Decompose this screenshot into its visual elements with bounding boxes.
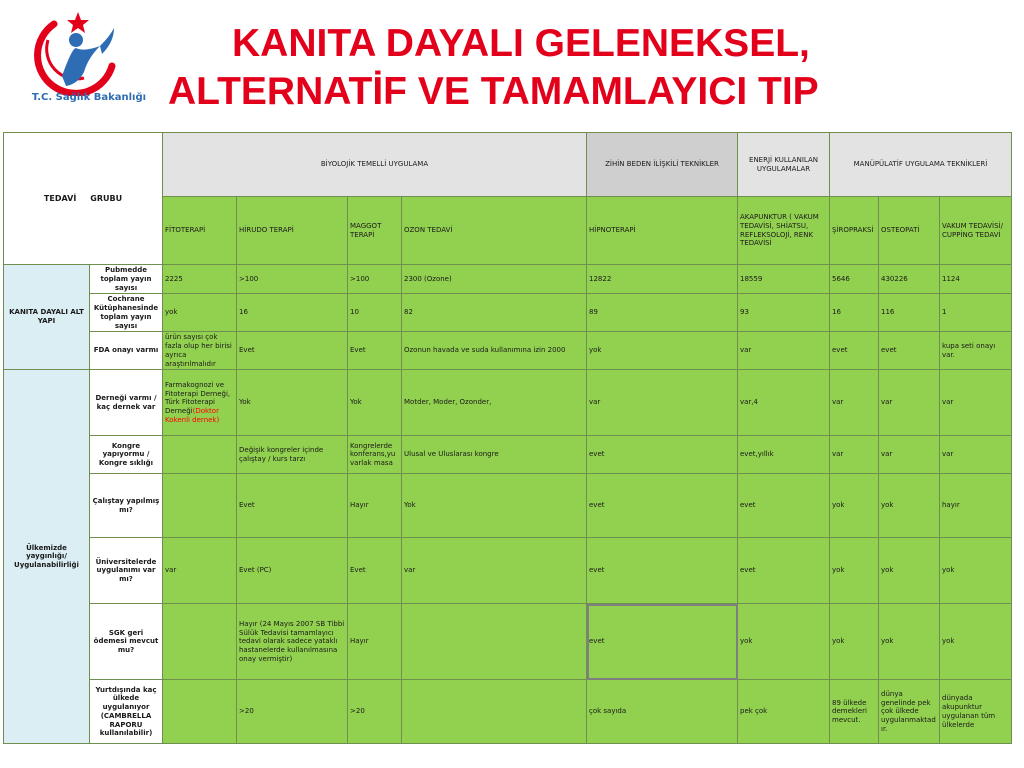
col-header-akapunktur: AKAPUNKTUR ( VAKUM TEDAVİSİ, SHİATSU, REFLEKSOLOJİ, RENK TEDAVİSİ (738, 197, 830, 265)
table-cell: 16 (830, 294, 879, 332)
table-cell: var (163, 538, 237, 604)
group-header-bio: BİYOLOJİK TEMELLİ UYGULAMA (163, 133, 587, 197)
table-cell: var (940, 370, 1012, 436)
col-header-ozon: OZON TEDAVİ (402, 197, 587, 265)
table-cell: evet (738, 538, 830, 604)
table-cell: dünyada akupunktur uygulanan tüm ülkelerde (940, 680, 1012, 744)
table-cell: kupa seti onayı var. (940, 332, 1012, 370)
table-cell: >20 (348, 680, 402, 744)
table-cell: var,4 (738, 370, 830, 436)
table-cell: 93 (738, 294, 830, 332)
table-cell: var (879, 370, 940, 436)
table-cell: var (940, 436, 1012, 474)
table-cell: 12822 (587, 265, 738, 294)
table-cell: Ulusal ve Uluslarası kongre (402, 436, 587, 474)
table-cell: 116 (879, 294, 940, 332)
table-cell: var (879, 436, 940, 474)
table-cell: yok (940, 604, 1012, 680)
table-cell (163, 680, 237, 744)
table-cell: Evet (348, 538, 402, 604)
table-cell: var (830, 370, 879, 436)
ministry-logo (14, 6, 147, 106)
table-cell: 430226 (879, 265, 940, 294)
table-cell: pek çok (738, 680, 830, 744)
table-row (4, 370, 1012, 436)
table-cell: Hayır (348, 474, 402, 538)
ministry-name: T.C. Sağlık Bakanlığı (31, 92, 147, 103)
comparison-table (3, 132, 1012, 744)
table-cell: Yok (237, 370, 348, 436)
row-label: Derneği varmı / kaç dernek var (90, 370, 163, 436)
table-cell (402, 680, 587, 744)
corner-tedavi: TEDAVİ (43, 193, 77, 203)
table-cell: 2225 (163, 265, 237, 294)
table-cell: var (738, 332, 830, 370)
page-title (160, 20, 1020, 116)
table-row (4, 680, 1012, 744)
row-label: Kongre yapıyormu / Kongre sıklığı (90, 436, 163, 474)
col-header-hipnoterapi: HİPNOTERAPİ (587, 197, 738, 265)
table-cell (163, 370, 237, 436)
table-cell: çok sayıda (587, 680, 738, 744)
table-cell: evet (738, 474, 830, 538)
row-label: Cochrane Kütüphanesinde toplam yayın sayısı (90, 294, 163, 332)
group-header-manual: MANÜPÜLATİF UYGULAMA TEKNİKLERİ (830, 133, 1012, 197)
table-cell: Yok (402, 474, 587, 538)
table-cell: >20 (237, 680, 348, 744)
col-header-hirudo: HİRUDO TERAPİ (237, 197, 348, 265)
table-cell: 82 (402, 294, 587, 332)
table-cell: ürün sayısı çok fazla olup her birisi ayrıca araştırılmalıdır (163, 332, 237, 370)
table-cell: 89 ülkede demekleri mevcut. (830, 680, 879, 744)
corner-header (4, 133, 163, 265)
table-cell: yok (879, 604, 940, 680)
table-cell: evet,yıllık (738, 436, 830, 474)
col-header-osteopati: OSTEOPATİ (879, 197, 940, 265)
table-cell: Evet (PC) (237, 538, 348, 604)
comparison-table-wrapper (3, 132, 1011, 740)
table-cell: 89 (587, 294, 738, 332)
table-cell: 1124 (940, 265, 1012, 294)
row-label: Pubmedde toplam yayın sayısı (90, 265, 163, 294)
table-cell (163, 604, 237, 680)
table-cell: Motder, Moder, Ozonder, (402, 370, 587, 436)
table-cell: yok (879, 538, 940, 604)
table-cell: Evet (237, 474, 348, 538)
table-cell: yok (738, 604, 830, 680)
table-cell: 2300 (Ozone) (402, 265, 587, 294)
row-label: FDA onayı varmı (90, 332, 163, 370)
col-header-vakum: VAKUM TEDAVİSİ/ CUPPİNG TEDAVİ (940, 197, 1012, 265)
ministry-emblem-icon (14, 6, 144, 96)
table-cell: >100 (348, 265, 402, 294)
title-line-2: ALTERNATİF VE TAMAMLAYICI TIP (168, 70, 819, 113)
table-cell: var (402, 538, 587, 604)
col-header-maggot: MAGGOT TERAPİ (348, 197, 402, 265)
group-header-mind: ZİHİN BEDEN İLİŞKİLİ TEKNİKLER (587, 133, 738, 197)
table-cell: Hayır (348, 604, 402, 680)
table-cell: hayır (940, 474, 1012, 538)
table-cell: var (830, 436, 879, 474)
table-cell: yok (830, 474, 879, 538)
section-label-prevalence: Ülkemizde yaygınlığı/ Uygulanabilirliği (4, 370, 90, 744)
cell-text: Farmakognozi ve Fitoterapi Derneği, Türk Fitoterapi Derneği (165, 380, 231, 416)
table-cell: yok (830, 538, 879, 604)
table-cell: 1 (940, 294, 1012, 332)
table-row (4, 294, 1012, 332)
table-cell (163, 474, 237, 538)
table-cell: Evet (237, 332, 348, 370)
table-cell: var (587, 370, 738, 436)
row-label: Yurtdışında kaç ülkede uygulanıyor (CAMBRELLA RAPORU kullanılabilir) (90, 680, 163, 744)
table-row (4, 436, 1012, 474)
title-line-1: KANITA DAYALI GELENEKSEL, (232, 22, 810, 65)
table-cell: >100 (237, 265, 348, 294)
table-cell: 16 (237, 294, 348, 332)
row-label: Üniversitelerde uygulanımı var mı? (90, 538, 163, 604)
table-cell: yok (940, 538, 1012, 604)
corner-grubu: GRUBU (90, 193, 123, 203)
table-row (4, 538, 1012, 604)
table-row (4, 604, 1012, 680)
selected-cell[interactable]: evet (587, 604, 738, 680)
table-row (4, 332, 1012, 370)
table-cell: evet (587, 474, 738, 538)
table-cell: evet (587, 538, 738, 604)
table-cell: Değişik kongreler içinde çalıştay / kurs tarzı (237, 436, 348, 474)
cell-red-note: (Doktor Kokenli dernek) (165, 407, 220, 424)
table-cell (402, 604, 587, 680)
table-cell: evet (587, 436, 738, 474)
table-cell: Yok (348, 370, 402, 436)
table-cell: yok (587, 332, 738, 370)
table-cell: evet (830, 332, 879, 370)
group-header-energy: ENERJİ KULLANILAN UYGULAMALAR (738, 133, 830, 197)
table-cell: Ozonun havada ve suda kullanımına izin 2000 (402, 332, 587, 370)
table-cell: 18559 (738, 265, 830, 294)
col-header-fitoterapi: FİTOTERAPİ (163, 197, 237, 265)
table-cell: yok (879, 474, 940, 538)
table-cell: Kongrelerde konferans,yuvarlak masa (348, 436, 402, 474)
table-cell: yok (830, 604, 879, 680)
table-row (4, 474, 1012, 538)
table-cell: 10 (348, 294, 402, 332)
table-row (4, 265, 1012, 294)
col-header-siropraksi: ŞİROPRAKSİ (830, 197, 879, 265)
table-cell: 5646 (830, 265, 879, 294)
table-cell (163, 436, 237, 474)
table-cell: evet (879, 332, 940, 370)
table-cell: dünya genelinde pek çok ülkede uygulanmaktadır. (879, 680, 940, 744)
row-label: SGK geri ödemesi mevcut mu? (90, 604, 163, 680)
table-cell: Hayır (24 Mayıs 2007 SB Tibbi Sülük Tedavisi tamamlayıcı tedavi olarak sadece yataklı hastanelerde kullanılmasına onay vermiştir) (237, 604, 348, 680)
table-cell: yok (163, 294, 237, 332)
section-label-evidence: KANITA DAYALI ALT YAPI (4, 265, 90, 370)
table-cell: Evet (348, 332, 402, 370)
header-row-groups (4, 133, 1012, 197)
row-label: Çalıştay yapılmış mı? (90, 474, 163, 538)
